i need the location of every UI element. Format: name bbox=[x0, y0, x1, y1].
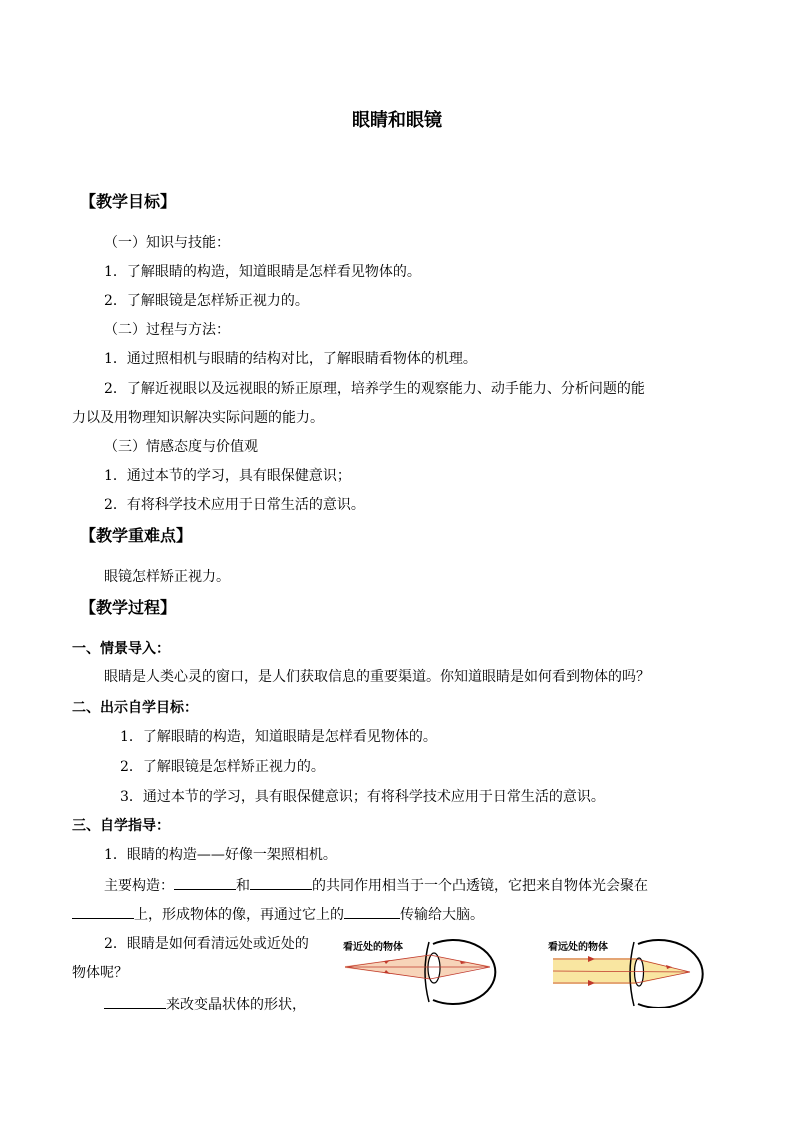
eye-figure-near bbox=[340, 936, 505, 1008]
process-p2-2: 2．了解眼镜是怎样矫正视力的。 bbox=[120, 759, 325, 775]
eye-figure-far bbox=[548, 936, 710, 1008]
page-title: 眼睛和眼镜 bbox=[352, 110, 442, 131]
process-p3-title: 三、自学指导： bbox=[72, 818, 170, 834]
goals-s2-2a: 2．了解近视眼以及远视眼的矫正原理，培养学生的观察能力、动手能力、分析问题的能 bbox=[104, 381, 645, 397]
keypoints-text: 眼镜怎样矫正视力。 bbox=[104, 569, 230, 585]
goals-s1: （一）知识与技能： bbox=[104, 235, 230, 251]
process-p3-5 bbox=[104, 994, 306, 1015]
goals-s3: （三）情感态度与价值观 bbox=[104, 439, 258, 455]
process-p2-title: 二、出示自学目标： bbox=[72, 700, 198, 716]
goals-s2: （二）过程与方法： bbox=[104, 322, 230, 338]
blank-4 bbox=[344, 904, 400, 919]
process-p1-text: 眼睛是人类心灵的窗口，是人们获取信息的重要渠道。你知道眼睛是如何看到物体的吗？ bbox=[104, 669, 650, 685]
process-p3-3a: 上，形成物体的像，再通过它上的 bbox=[134, 907, 344, 923]
goals-heading: 【教学目标】 bbox=[80, 192, 177, 211]
process-p3-4b: 物体呢？ bbox=[72, 965, 128, 981]
blank-2 bbox=[250, 875, 312, 890]
blank-5 bbox=[104, 994, 166, 1009]
process-p2-3: 3．通过本节的学习，具有眼保健意识；有将科学技术应用于日常生活的意识。 bbox=[120, 789, 605, 805]
process-p3-2b: 和 bbox=[236, 878, 250, 894]
process-heading: 【教学过程】 bbox=[80, 598, 177, 617]
blank-1 bbox=[174, 875, 236, 890]
goals-s2-1: 1．通过照相机与眼睛的结构对比，了解眼睛看物体的机理。 bbox=[104, 351, 477, 367]
process-p3-2a: 主要构造： bbox=[104, 878, 174, 894]
process-p3-4a: 2．眼睛是如何看清远处或近处的 bbox=[104, 936, 309, 952]
process-p3-2c: 的共同作用相当于一个凸透镜，它把来自物体光会聚在 bbox=[312, 878, 648, 894]
process-p1-title: 一、情景导入： bbox=[72, 641, 170, 657]
process-p3-1: 1．眼睛的构造——好像一架照相机。 bbox=[104, 847, 337, 863]
keypoints-heading: 【教学重难点】 bbox=[80, 526, 193, 545]
process-p3-3 bbox=[72, 904, 484, 925]
goals-s2-2b: 力以及用物理知识解决实际问题的能力。 bbox=[72, 410, 324, 426]
process-p3-5-text: 来改变晶状体的形状， bbox=[166, 997, 306, 1013]
goals-s3-1: 1．通过本节的学习，具有眼保健意识； bbox=[104, 468, 351, 484]
process-p2-1: 1．了解眼睛的构造，知道眼睛是怎样看见物体的。 bbox=[120, 729, 437, 745]
far-label: 看远处的物体 bbox=[548, 942, 608, 953]
near-label: 看近处的物体 bbox=[343, 942, 403, 953]
goals-s1-1: 1．了解眼睛的构造，知道眼睛是怎样看见物体的。 bbox=[104, 264, 421, 280]
blank-3 bbox=[72, 904, 134, 919]
goals-s1-2: 2．了解眼镜是怎样矫正视力的。 bbox=[104, 293, 309, 309]
process-p3-3b: 传输给大脑。 bbox=[400, 907, 484, 923]
goals-s3-2: 2．有将科学技术应用于日常生活的意识。 bbox=[104, 497, 365, 513]
process-p3-2 bbox=[104, 875, 648, 896]
